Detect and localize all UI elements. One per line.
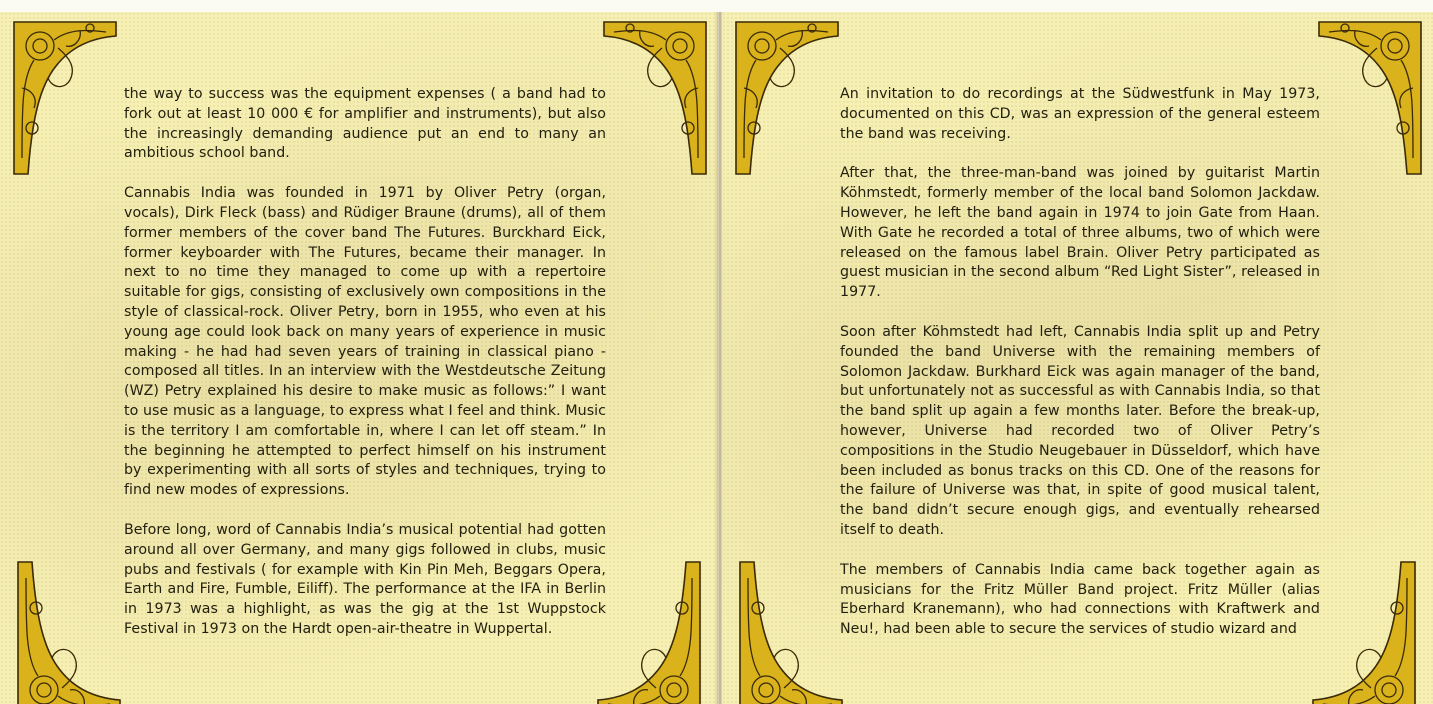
left-page-text	[124, 85, 606, 660]
ornate-corner-icon	[1315, 18, 1425, 178]
paragraph: The members of Cannabis India came back together again as musicians for the Fritz Müller Band project. Fritz Müller (alias Eberhard Kranemann), who had connections with Kraftwerk and Neu!, had been able to secure the services of studio wizard and	[840, 561, 1320, 638]
ornate-corner-icon	[736, 558, 846, 704]
ornate-corner-icon	[10, 18, 120, 178]
ornate-corner-icon	[14, 558, 124, 704]
ornate-corner-icon	[600, 18, 710, 178]
paragraph: After that, the three-man-band was joined by guitarist Martin Köhmstedt, formerly member of the local band Solomon Jackdaw. However, he left the band again in 1974 to join Gate from Haan. With Gate he recorded a total of three albums, two of which were released on the famous label Brain. Oliver Petry participated as guest musician in the second album “Red Light Sister”, released in 1977.	[840, 165, 1320, 301]
paragraph: the way to success was the equipment expenses ( a band had to fork out at least 10 000 € for amplifier and instruments), but also the increasingly demanding audience put an end to many an ambitious school band.	[124, 86, 606, 162]
ornate-corner-icon	[732, 18, 842, 178]
ornate-corner-icon	[1309, 558, 1419, 704]
right-page-text	[840, 85, 1320, 660]
ornate-corner-icon	[594, 558, 704, 704]
right-page	[722, 12, 1433, 704]
paragraph: Before long, word of Cannabis India’s musical potential had gotten around all over Germany, and many gigs followed in clubs, music pubs and festivals ( for example with Kin Pin Meh, Beggars Opera, Earth and Fire, Fumble, Eiliff). The performance at the IFA in Berlin in 1973 was a highlight, as was the gig at the 1st Wuppstock Festival in 1973 on the Hardt open-air-theatre in Wuppertal.	[124, 521, 606, 637]
paragraph: Soon after Köhmstedt had left, Cannabis India split up and Petry founded the band Universe with the remaining members of Solomon Jackdaw. Burkhard Eick was again manager of the band, but unfortunately not as successful as with Cannabis India, so that the band split up again a few months later. Before the break-up, however, Universe had recorded two of Oliver Petry’s compositions in the Studio Neugebauer in Düsseldorf, which have been included as bonus tracks on this CD. One of the reasons for the failure of Universe was that, in spite of good musical talent, the band didn’t secure enough gigs, and eventually rehearsed itself to death.	[840, 323, 1320, 538]
left-page	[0, 12, 718, 704]
paragraph: Cannabis India was founded in 1971 by Oliver Petry (organ, vocals), Dirk Fleck (bass) and Rüdiger Braune (drums), all of them former members of the cover band The Futures. Burckhard Eick, former keyboarder with The Futures, became their manager. In next to no time they managed to come up with a repertoire suitable for gigs, consisting of exclusively own compositions in the style of classical-rock. Oliver Petry, born in 1955, who even at his young age could look back on many years of experience in music making - he had had seven years of training in classical piano - composed all titles. In an interview with the Westdeutsche Zeitung (WZ) Petry explained his desire to make music as follows:” I want to use music as a language, to express what I feel and think. Music is the territory I am comfortable in, where I can let off steam.” In the beginning he attempted to perfect himself on his instrument by experimenting with all sorts of styles and techniques, trying to find new modes of expressions.	[124, 185, 606, 499]
paragraph: An invitation to do recordings at the Südwestfunk in May 1973, documented on this CD, was an expression of the general esteem the band was receiving.	[840, 86, 1320, 142]
